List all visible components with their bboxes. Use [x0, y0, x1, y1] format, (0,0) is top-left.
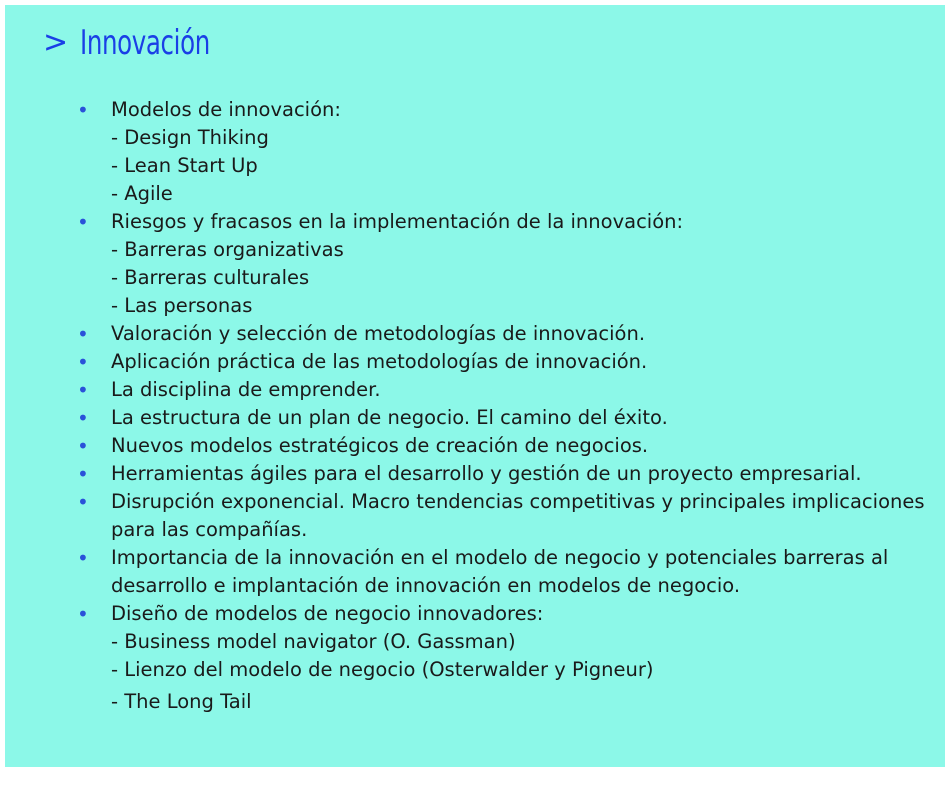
sub-item: - Design Thiking	[111, 126, 269, 149]
list-item-text: La estructura de un plan de negocio. El camino del éxito.	[111, 406, 668, 429]
list-item	[75, 348, 945, 376]
list-item	[75, 488, 945, 544]
bullet-icon: •	[77, 490, 89, 514]
bullet-icon: •	[77, 210, 89, 234]
sub-item: - Agile	[111, 182, 173, 205]
section-heading	[43, 21, 261, 65]
list-item	[75, 96, 945, 208]
sub-item: - Las personas	[111, 294, 253, 317]
bullet-icon: •	[77, 350, 89, 374]
list-item-text: Aplicación práctica de las metodologías de innovación.	[111, 350, 648, 373]
bullet-icon: •	[77, 98, 89, 122]
topic-list	[75, 96, 945, 716]
section-title: Innovación	[80, 23, 211, 63]
list-item-text: Nuevos modelos estratégicos de creación de negocios.	[111, 434, 649, 457]
list-item-text: Disrupción exponencial. Macro tendencias competitivas y principales implicaciones para las compañías.	[111, 490, 925, 541]
bullet-icon: •	[77, 322, 89, 346]
list-item-text: Diseño de modelos de negocio innovadores:	[111, 602, 544, 625]
list-item	[75, 432, 945, 460]
list-item-text: Riesgos y fracasos en la implementación de la innovación:	[111, 210, 684, 233]
content-panel	[5, 5, 945, 767]
chevron-right-icon: >	[43, 25, 69, 60]
list-item	[75, 376, 945, 404]
sub-item: - Barreras culturales	[111, 266, 310, 289]
list-item	[75, 544, 945, 600]
sub-item: - Barreras organizativas	[111, 238, 344, 261]
bullet-icon: •	[77, 378, 89, 402]
bullet-icon: •	[77, 462, 89, 486]
bullet-icon: •	[77, 406, 89, 430]
list-item-text: La disciplina de emprender.	[111, 378, 381, 401]
list-item	[75, 320, 945, 348]
list-item	[75, 600, 945, 716]
sub-item: - Lienzo del modelo de negocio (Osterwalder y Pigneur)	[111, 658, 654, 681]
list-item-text: Modelos de innovación:	[111, 98, 341, 121]
list-item-text: Valoración y selección de metodologías de innovación.	[111, 322, 646, 345]
list-item	[75, 460, 945, 488]
bullet-icon: •	[77, 602, 89, 626]
bullet-icon: •	[77, 546, 89, 570]
bullet-icon: •	[77, 434, 89, 458]
list-item	[75, 208, 945, 320]
sub-item: - Business model navigator (O. Gassman)	[111, 630, 516, 653]
list-item	[75, 404, 945, 432]
list-item-text: Herramientas ágiles para el desarrollo y gestión de un proyecto empresarial.	[111, 462, 862, 485]
sub-item: - The Long Tail	[111, 690, 252, 713]
sub-item: - Lean Start Up	[111, 154, 258, 177]
list-item-text: Importancia de la innovación en el modelo de negocio y potenciales barreras al desarrollo e implantación de innovación en modelos de negocio.	[111, 546, 889, 597]
